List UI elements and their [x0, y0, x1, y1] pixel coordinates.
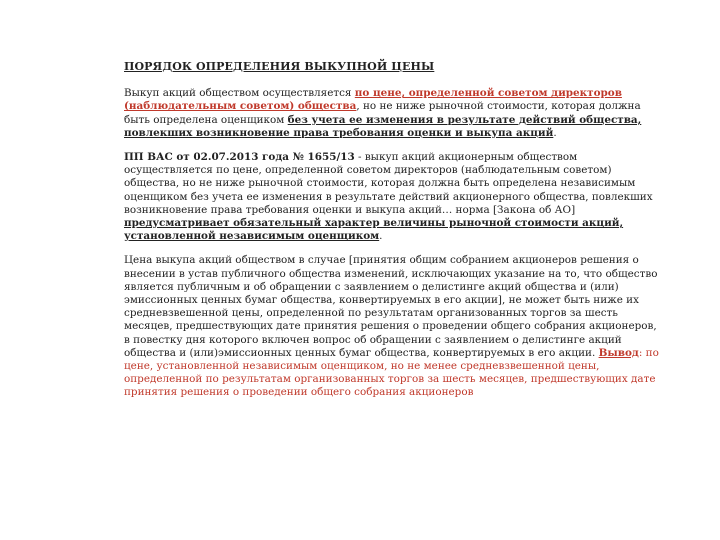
p1-without-change: без учета ее изменения в результате действий общества, повлекших возникновение права требования оценки и выкупа акций [124, 113, 642, 139]
p1-text-5: . [553, 126, 557, 139]
p2-mandatory-market-value: предусматривает обязательный характер величины рыночной стоимости акций, установленной независимым оценщиком [124, 217, 624, 243]
page-title: ПОРЯДОК ОПРЕДЕЛЕНИЯ ВЫКУПНОЙ ЦЕНЫ [124, 60, 435, 73]
p1-text-3: , но не ниже рыночной стоимости, которая должна быть определена оценщиком [124, 100, 641, 126]
paragraph-court-ruling [124, 151, 664, 243]
paragraph-buyback-order [124, 87, 664, 140]
p2-text-2: - выкуп акций акционерным обществом осуществляется по цене, определенной советом директоров (наблюдательным советом) общества, но не ниже рыночной стоимости, которая должна быть определена независимым оценщиком без учета ее изменения в результате действий акционерного общества, повлекших возникновение права требования оценки и выкупа акций… норма [Закона об АО] [124, 151, 653, 216]
p2-ruling-ref: ПП ВАС от 02.07.2013 года № 1655/13 [124, 151, 355, 164]
p3-conclusion-label: Вывод [598, 346, 639, 359]
paragraph-delisting-price [124, 254, 664, 399]
p1-text-1: Выкуп акций обществом осуществляется [124, 87, 355, 100]
p3-conclusion-text: : по цене, установленной независимым оценщиком, но не менее средневзвешенной цены, определенной по результатам организованных торгов за шесть месяцев, предшествующих дате принятия решения о проведении общего собрания акционеров [124, 346, 659, 399]
p3-text-1: Цена выкупа акций обществом в случае [принятия общим собранием акционеров решения о внесении в устав публичного общества изменений, исключающих указание на то, что общество является публичным и об обращении с заявлением о делистинге акций общества и (или) эмиссионных ценных бумаг общества, конвертируемых в его акции], не может быть ниже их средневзвешенной цены, определенной по результатам организованных торгов за шесть месяцев, предшествующих дате принятия решения о проведении общего собрания акционеров, в повестку дня которого включен вопрос об обращении с заявлением о делистинге акций общества и (или)эмиссионных ценных бумаг общества, конвертируемых в его акции. [124, 254, 658, 359]
p1-price-by-board: по цене, определенной советом директоров (наблюдательным советом) общества [124, 87, 622, 113]
p2-text-4: . [379, 230, 383, 243]
slide-content [124, 60, 664, 411]
